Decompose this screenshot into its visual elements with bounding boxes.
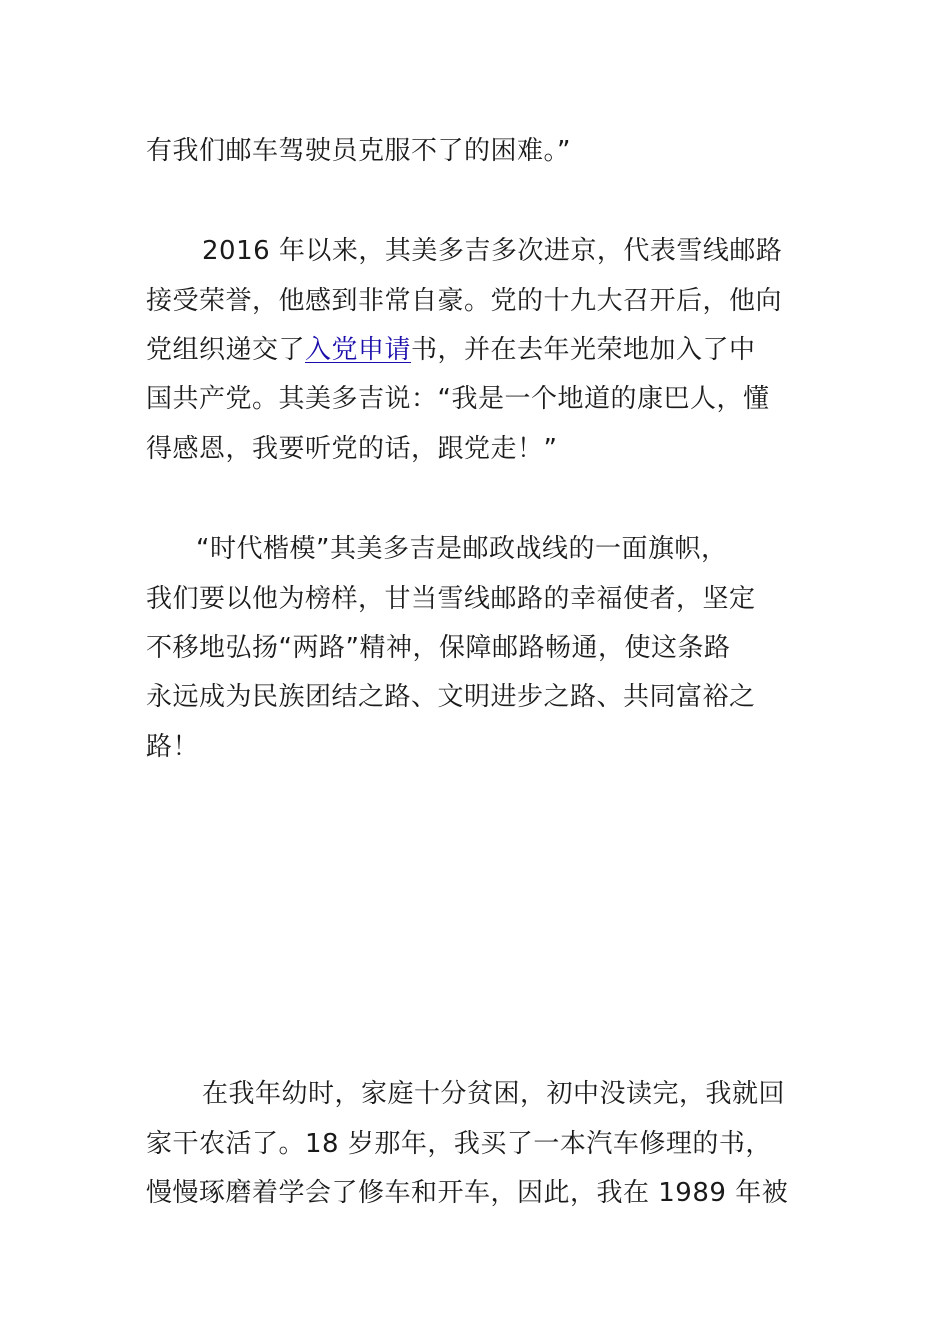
paragraph-3-line-1: “时代楷模”其美多吉是邮政战线的一面旗帜， — [196, 534, 728, 564]
paragraph-3-line-3: 不移地弘扬“两路”精神，保障邮路畅通，使这条路 — [146, 633, 731, 663]
paragraph-2-line-1: 2016 年以来，其美多吉多次进京，代表雪线邮路 — [202, 236, 783, 266]
paragraph-3-line-5: 路！ — [146, 732, 200, 762]
paragraph-2-line-3-after: 书，并在去年光荣地加入了中 — [411, 335, 756, 365]
paragraph-2-line-3-before: 党组织递交了 — [146, 335, 306, 365]
paragraph-2-line-4: 国共产党。其美多吉说：“我是一个地道的康巴人，懂 — [146, 384, 770, 414]
paragraph-2-line-5: 得感恩，我要听党的话，跟党走！” — [146, 434, 558, 464]
paragraph-4-line-2: 家干农活了。18 岁那年，我买了一本汽车修理的书， — [146, 1129, 772, 1159]
party-application-link[interactable]: 入党申请 — [305, 335, 412, 365]
paragraph-3-line-4: 永远成为民族团结之路、文明进步之路、共同富裕之 — [146, 682, 756, 712]
paragraph-4-line-1: 在我年幼时，家庭十分贫困，初中没读完，我就回 — [202, 1079, 786, 1109]
paragraph-1-line-1: 有我们邮车驾驶员克服不了的困难。” — [146, 136, 571, 166]
paragraph-2-line-2: 接受荣誉，他感到非常自豪。党的十九大召开后，他向 — [146, 286, 783, 316]
paragraph-4-line-3: 慢慢琢磨着学会了修车和开车，因此，我在 1989 年被 — [146, 1178, 789, 1208]
paragraph-3-line-2: 我们要以他为榜样，甘当雪线邮路的幸福使者，坚定 — [146, 584, 756, 614]
paragraph-2-line-3 — [146, 325, 756, 375]
